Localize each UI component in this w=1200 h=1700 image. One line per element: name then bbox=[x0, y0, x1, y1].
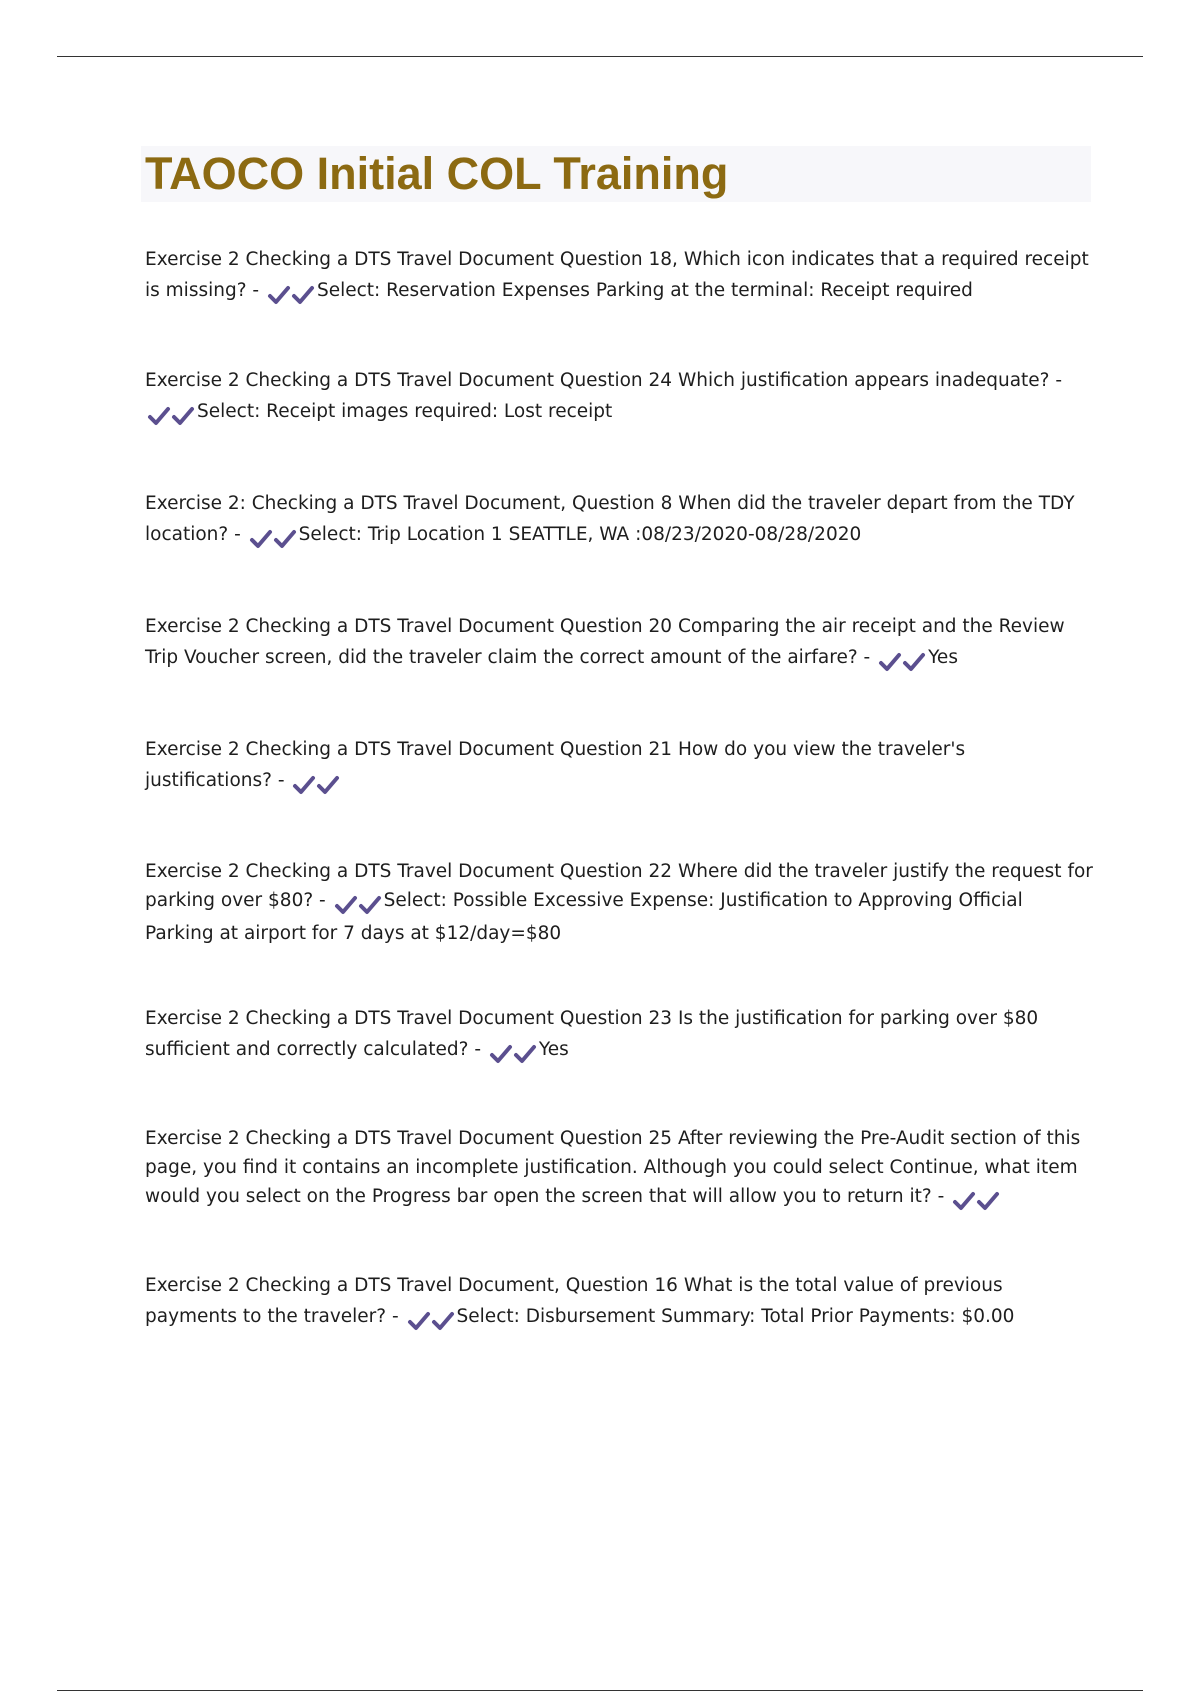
answer-text: Select: Possible Excessive Expense: Justification to Approving Official Parking at airport for 7 days at $12/day=$80 bbox=[145, 890, 1023, 944]
check-mark-icon bbox=[273, 528, 297, 550]
check-mark-icon bbox=[147, 405, 171, 427]
bottom-rule bbox=[57, 1690, 1143, 1691]
question-text: Exercise 2 Checking a DTS Travel Document Question 24 Which justification appears inadequate? - bbox=[145, 370, 1063, 391]
document-title: TAOCO Initial COL Training bbox=[145, 148, 729, 199]
check-mark-icon bbox=[171, 405, 195, 427]
qa-item bbox=[145, 1270, 1095, 1336]
check-mark-icon bbox=[291, 284, 315, 306]
question-text: Exercise 2 Checking a DTS Travel Document Question 20 Comparing the air receipt and the Review Trip Voucher screen, did the traveler claim the correct amount of the airfare? - bbox=[145, 616, 1065, 668]
answer-checkmarks bbox=[267, 279, 315, 310]
question-text: Exercise 2: Checking a DTS Travel Document, Question 8 When did the traveler depart from the TDY location? - bbox=[145, 493, 1075, 545]
answer-text: Select: Receipt images required: Lost receipt bbox=[197, 401, 613, 422]
qa-item bbox=[145, 611, 1095, 677]
check-mark-icon bbox=[431, 1310, 455, 1332]
answer-text: Select: Disbursement Summary: Total Prior Payments: $0.00 bbox=[456, 1306, 1015, 1327]
question-text: Exercise 2 Checking a DTS Travel Document Question 21 How do you view the traveler's justifications? - bbox=[145, 739, 966, 791]
check-mark-icon bbox=[358, 894, 382, 916]
question-text: Exercise 2 Checking a DTS Travel Document Question 23 Is the justification for parking over $80 sufficient and correctly calculated? - bbox=[145, 1008, 1039, 1060]
qa-item bbox=[145, 1003, 1095, 1069]
answer-text: Yes bbox=[928, 647, 958, 668]
question-text: Exercise 2 Checking a DTS Travel Document Question 18, Which icon indicates that a required receipt is missing? - bbox=[145, 249, 1089, 301]
check-mark-icon bbox=[334, 894, 358, 916]
check-mark-icon bbox=[267, 284, 291, 306]
check-mark-icon bbox=[249, 528, 273, 550]
question-text: Exercise 2 Checking a DTS Travel Document Question 25 After reviewing the Pre-Audit section of this page, you find it contains an incomplete justification. Although you could select Continue, what item would you select on the Progress bar open the screen that will allow you to return it? - bbox=[145, 1128, 1081, 1207]
answer-checkmarks bbox=[292, 769, 340, 800]
qa-item bbox=[145, 857, 1095, 948]
answer-checkmarks bbox=[878, 646, 926, 677]
check-mark-icon bbox=[292, 774, 316, 796]
check-mark-icon bbox=[513, 1043, 537, 1065]
qa-item bbox=[145, 488, 1095, 554]
answer-checkmarks bbox=[407, 1305, 455, 1336]
answer-text: Select: Trip Location 1 SEATTLE, WA :08/23/2020-08/28/2020 bbox=[298, 524, 862, 545]
qa-item bbox=[145, 244, 1095, 310]
check-mark-icon bbox=[902, 651, 926, 673]
qa-item bbox=[145, 1124, 1095, 1215]
answer-checkmarks bbox=[249, 523, 297, 554]
check-mark-icon bbox=[316, 774, 340, 796]
answer-checkmarks bbox=[334, 890, 382, 919]
check-mark-icon bbox=[407, 1310, 431, 1332]
answer-text: Select: Reservation Expenses Parking at the terminal: Receipt required bbox=[316, 280, 973, 301]
qa-item bbox=[145, 734, 1095, 800]
qa-item bbox=[145, 365, 1095, 431]
question-text: Exercise 2 Checking a DTS Travel Document, Question 16 What is the total value of previous payments to the traveler? - bbox=[145, 1275, 1003, 1327]
top-rule bbox=[57, 56, 1143, 57]
answer-text: Yes bbox=[538, 1039, 569, 1060]
qa-list bbox=[145, 244, 1095, 1336]
answer-checkmarks bbox=[952, 1186, 1000, 1215]
check-mark-icon bbox=[489, 1043, 513, 1065]
check-mark-icon bbox=[878, 651, 902, 673]
answer-checkmarks bbox=[489, 1038, 537, 1069]
answer-checkmarks bbox=[147, 400, 195, 431]
check-mark-icon bbox=[952, 1190, 976, 1212]
check-mark-icon bbox=[976, 1190, 1000, 1212]
question-text: Exercise 2 Checking a DTS Travel Document Question 22 Where did the traveler justify the request for parking over $80? - bbox=[145, 861, 1093, 911]
